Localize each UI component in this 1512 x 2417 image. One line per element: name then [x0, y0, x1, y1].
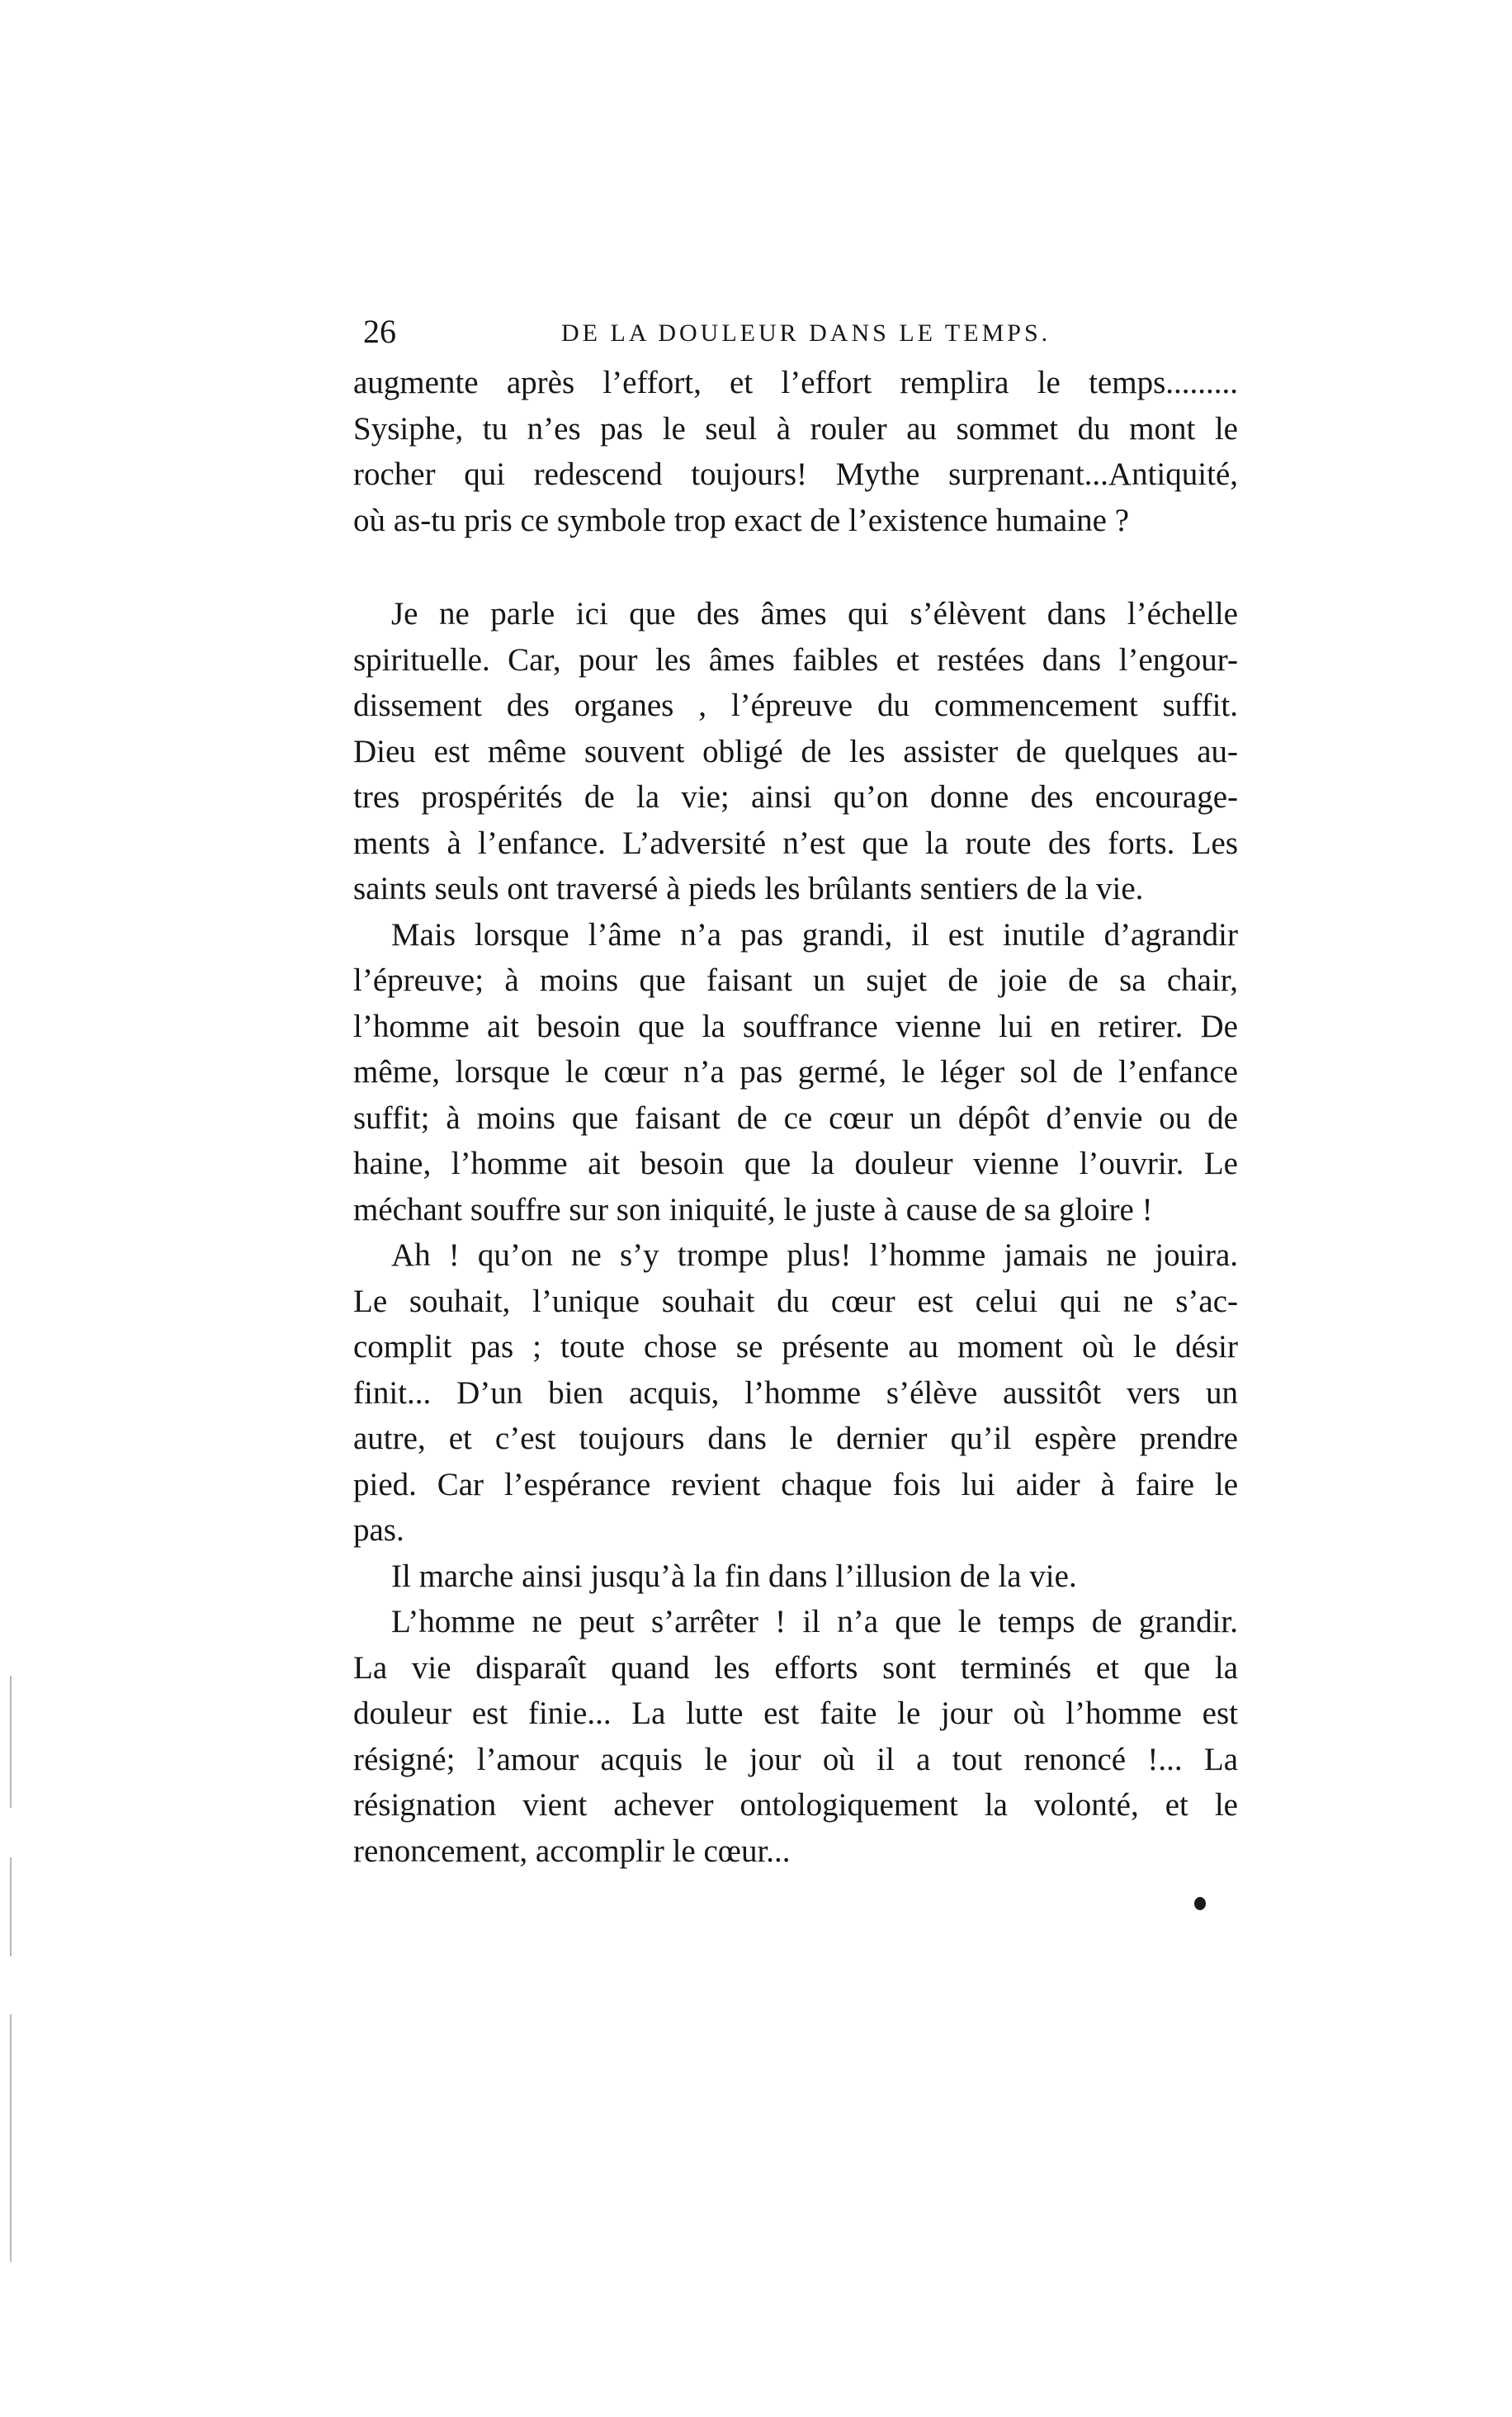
page-number: 26: [363, 313, 396, 350]
text-line: méchant souffre sur son iniquité, le juste à cause de sa gloire !: [353, 1191, 1153, 1227]
text-line: où as-tu pris ce symbole trop exact de l’existence humaine ?: [353, 502, 1129, 538]
text-line: saints seuls ont traversé à pieds les brûlants sentiers de la vie.: [353, 871, 1144, 906]
text-line: La vie disparaît quand les efforts sont terminés et que la: [353, 1649, 1238, 1686]
text-line: complit pas ; toute chose se présente au moment où le désir: [353, 1329, 1238, 1365]
scan-edge-mark: [10, 1676, 12, 1808]
text-line: suffit; à moins que faisant de ce cœur un dépôt d’envie ou de: [353, 1100, 1238, 1136]
text-line: douleur est finie... La lutte est faite le jour où l’homme est: [353, 1696, 1238, 1731]
text-line: autre, et c’est toujours dans le dernier qu’il espère prendre: [353, 1421, 1238, 1456]
text-line: L’homme ne peut s’arrêter ! il n’a que le temps de grandir.: [391, 1604, 1238, 1639]
text-line: l’homme ait besoin que la souffrance vienne lui en retirer. De: [353, 1008, 1238, 1044]
page-header: [363, 307, 1230, 357]
ornament-dot: [1194, 1897, 1206, 1910]
text-line: Le souhait, l’unique souhait du cœur est celui qui ne s’ac-: [353, 1283, 1238, 1319]
text-line: renoncement, accomplir le cœur...: [353, 1833, 791, 1869]
text-line: résigné; l’amour acquis le jour où il a tout renoncé !... La: [353, 1741, 1238, 1777]
text-line: Dieu est même souvent obligé de les assister de quelques au-: [353, 733, 1238, 769]
text-line: pied. Car l’espérance revient chaque fois lui aider à faire le: [353, 1466, 1238, 1502]
running-head: DE LA DOULEUR DANS LE TEMPS.: [561, 319, 1051, 347]
text-line: tres prospérités de la vie; ainsi qu’on donne des encourage-: [353, 779, 1238, 815]
scan-edge-mark: [10, 1857, 12, 1956]
scan-edge-mark: [10, 2014, 12, 2262]
text-line: augmente après l’effort, et l’effort remplira le temps.........: [353, 365, 1238, 400]
text-line: rocher qui redescend toujours! Mythe surprenant...Antiquité,: [353, 456, 1238, 492]
text-line: Je ne parle ici que des âmes qui s’élèvent dans l’échelle: [391, 596, 1238, 631]
text-line: pas.: [353, 1512, 404, 1548]
body-text: [353, 360, 1238, 1874]
text-line: spirituelle. Car, pour les âmes faibles et restées dans l’engour-: [353, 641, 1238, 678]
text-line: l’épreuve; à moins que faisant un sujet de joie de sa chair,: [353, 963, 1238, 998]
text-line: Sysiphe, tu n’es pas le seul à rouler au sommet du mont le: [353, 410, 1238, 447]
text-line: résignation vient achever ontologiquement la volonté, et le: [353, 1787, 1238, 1823]
text-line: haine, l’homme ait besoin que la douleur vienne l’ouvrir. Le: [353, 1146, 1238, 1181]
text-line: ments à l’enfance. L’adversité n’est que la route des forts. Les: [353, 825, 1238, 861]
text-line: finit... D’un bien acquis, l’homme s’élève aussitôt vers un: [353, 1374, 1238, 1411]
text-line: dissement des organes , l’épreuve du commencement suffit.: [353, 688, 1238, 723]
text-line: même, lorsque le cœur n’a pas germé, le léger sol de l’enfance: [353, 1054, 1238, 1090]
text-line: Il marche ainsi jusqu’à la fin dans l’illusion de la vie.: [391, 1558, 1077, 1594]
paragraph-gap: [353, 543, 1238, 591]
text-line: Ah ! qu’on ne s’y trompe plus! l’homme jamais ne jouira.: [391, 1237, 1238, 1273]
text-line: Mais lorsque l’âme n’a pas grandi, il est inutile d’agrandir: [391, 916, 1238, 953]
